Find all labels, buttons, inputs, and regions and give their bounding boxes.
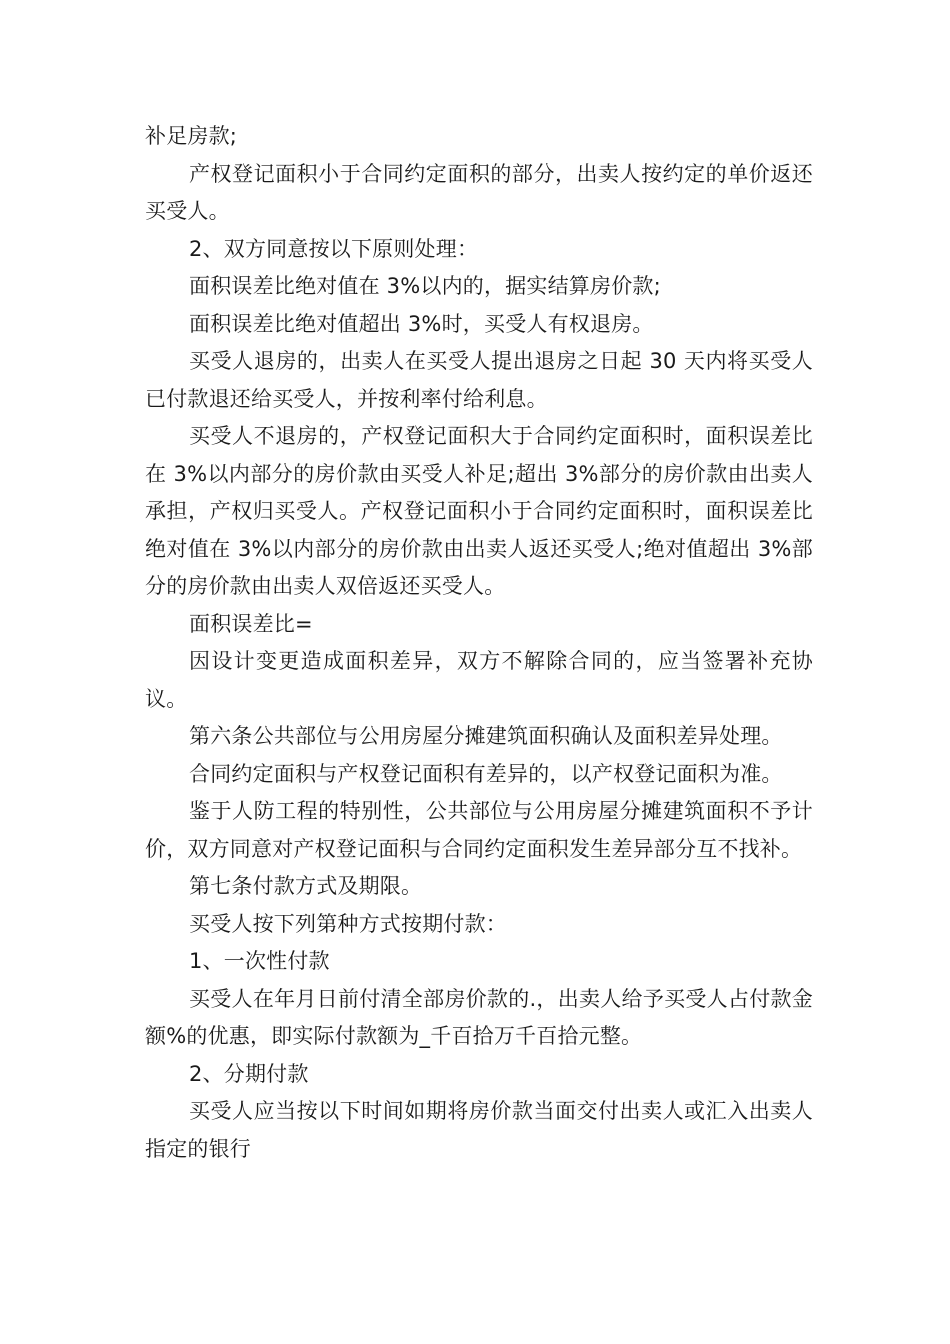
paragraph: 买受人退房的，出卖人在买受人提出退房之日起 30 天内将买受人已付款退还给买受人，并按利率付给利息。 (145, 349, 813, 411)
paragraph: 买受人应当按以下时间如期将房价款当面交付出卖人或汇入出卖人指定的银行 (145, 1099, 813, 1161)
paragraph: 面积误差比绝对值超出 3%时，买受人有权退房。 (189, 311, 654, 336)
paragraph: 1、一次性付款 (189, 949, 330, 973)
paragraph-continuation: 补足房款; (145, 124, 238, 148)
paragraph: 买受人在年月日前付清全部房价款的.，出卖人给予买受人占付款金额%的优惠，即实际付款额为_千百拾万千百拾元整。 (145, 986, 813, 1048)
paragraph: 买受人不退房的，产权登记面积大于合同约定面积时，面积误差比在 3%以内部分的房价款由买受人补足;超出 3%部分的房价款由出卖人承担，产权归买受人。产权登记面积小于合同约定面积时，面积误差比绝对值在 3%以内部分的房价款由出卖人返还买受人;绝对值超出 3%部分的房价款由出卖人双倍返还买受人。 (145, 424, 813, 598)
paragraph: 面积误差比绝对值在 3%以内的，据实结算房价款; (189, 274, 661, 298)
paragraph: 合同约定面积与产权登记面积有差异的，以产权登记面积为准。 (189, 761, 783, 786)
paragraph: 2、分期付款 (189, 1061, 309, 1086)
paragraph: 鉴于人防工程的特别性，公共部位与公用房屋分摊建筑面积不予计价，双方同意对产权登记面积与合同约定面积发生差异部分互不找补。 (145, 799, 813, 861)
article-heading: 第六条公共部位与公用房屋分摊建筑面积确认及面积差异处理。 (189, 724, 783, 748)
paragraph: 买受人按下列第种方式按期付款： (189, 911, 507, 936)
paragraph: 面积误差比= (189, 611, 313, 636)
paragraph: 2、双方同意按以下原则处理： (189, 236, 479, 261)
article-heading: 第七条付款方式及期限。 (189, 874, 423, 898)
paragraph: 因设计变更造成面积差异，双方不解除合同的，应当签署补充协议。 (145, 649, 813, 711)
document-body (145, 118, 813, 1168)
paragraph: 产权登记面积小于合同约定面积的部分，出卖人按约定的单价返还买受人。 (145, 161, 813, 223)
